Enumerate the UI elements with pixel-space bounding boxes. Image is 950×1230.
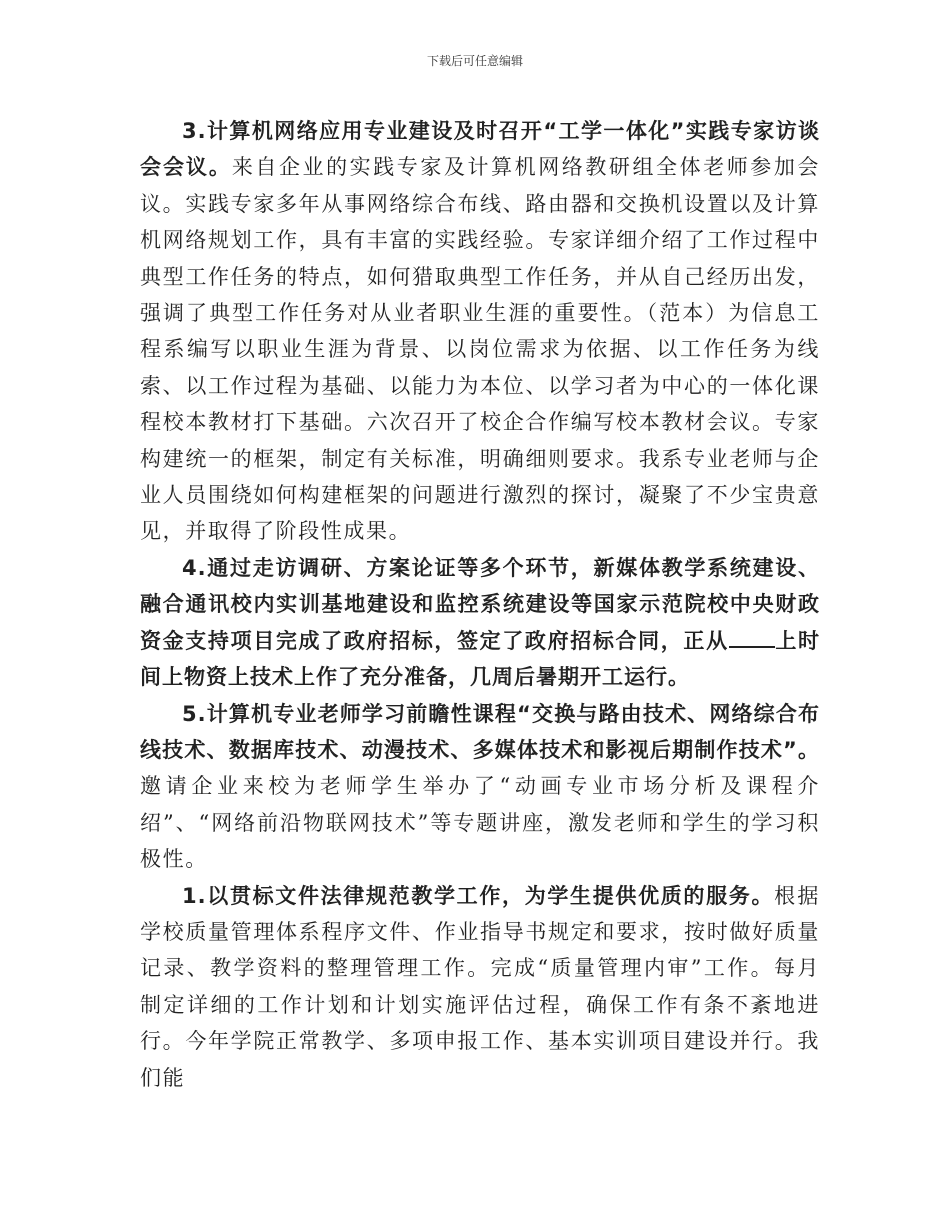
page-header: 下载后可任意编辑 bbox=[426, 54, 523, 68]
paragraph-text: 根据学校质量管理体系程序文件、作业指导书规定和要求，按时做好质量记录、教学资料的整理管理工作。完成“质量管理内审”工作。每月制定详细的工作计划和计划实施评估过程，确保工作有条不紊地进行。今年学院正常教学、多项申报工作、基本实训项目建设并行。我们能 bbox=[140, 883, 820, 1090]
paragraph-item-5 bbox=[140, 696, 820, 878]
fill-in-blank bbox=[729, 626, 775, 648]
paragraph-item-3 bbox=[140, 113, 820, 550]
document-body bbox=[140, 113, 820, 1096]
paragraph-text: 邀请企业来校为老师学生举办了“动画专业市场分析及课程介绍”、“网络前沿物联网技术”等专题讲座，激发老师和学生的学习积极性。 bbox=[140, 774, 820, 872]
paragraph-lead: 4.通过走访调研、方案论证等多个环节，新媒体教学系统建设、融合通讯校内实训基地建设和监控系统建设等国家示范院校中央财政资金支持项目完成了政府招标，签定了政府招标合同，正从 bbox=[140, 555, 820, 653]
paragraph-text: 来自企业的实践专家及计算机网络教研组全体老师参加会议。实践专家多年从事网络综合布线、路由器和交换机设置以及计算机网络规划工作，具有丰富的实践经验。专家详细介绍了工作过程中典型工作任务的特点，如何猎取典型工作任务，并从自己经历出发，强调了典型工作任务对从业者职业生涯的重要性。（范本）为信息工程系编写以职业生涯为背景、以岗位需求为依据、以工作任务为线索、以工作过程为基础、以能力为本位、以学习者为中心的一体化课程校本教材打下基础。六次召开了校企合作编写校本教材会议。专家构建统一的框架，制定有关标准，明确细则要求。我系专业老师与企业人员围绕如何构建框架的问题进行激烈的探讨，凝聚了不少宝贵意见，并取得了阶段性成果。 bbox=[140, 155, 820, 544]
paragraph-lead-continued: 上时间上物资上技术上作了充分准备，几周后暑期开工运行。 bbox=[140, 628, 821, 690]
paragraph-lead: 5.计算机专业老师学习前瞻性课程“交换与路由技术、网络综合布线技术、数据库技术、动漫技术、多媒体技术和影视后期制作技术”。 bbox=[140, 701, 820, 762]
paragraph-lead: 3.计算机网络应用专业建设及时召开“工学一体化”实践专家访谈会会议。 bbox=[140, 119, 820, 180]
paragraph-lead: 1.以贯标文件法律规范教学工作，为学生提供优质的服务。 bbox=[182, 883, 775, 908]
paragraph-item-1 bbox=[140, 878, 820, 1096]
paragraph-item-4 bbox=[140, 550, 820, 696]
